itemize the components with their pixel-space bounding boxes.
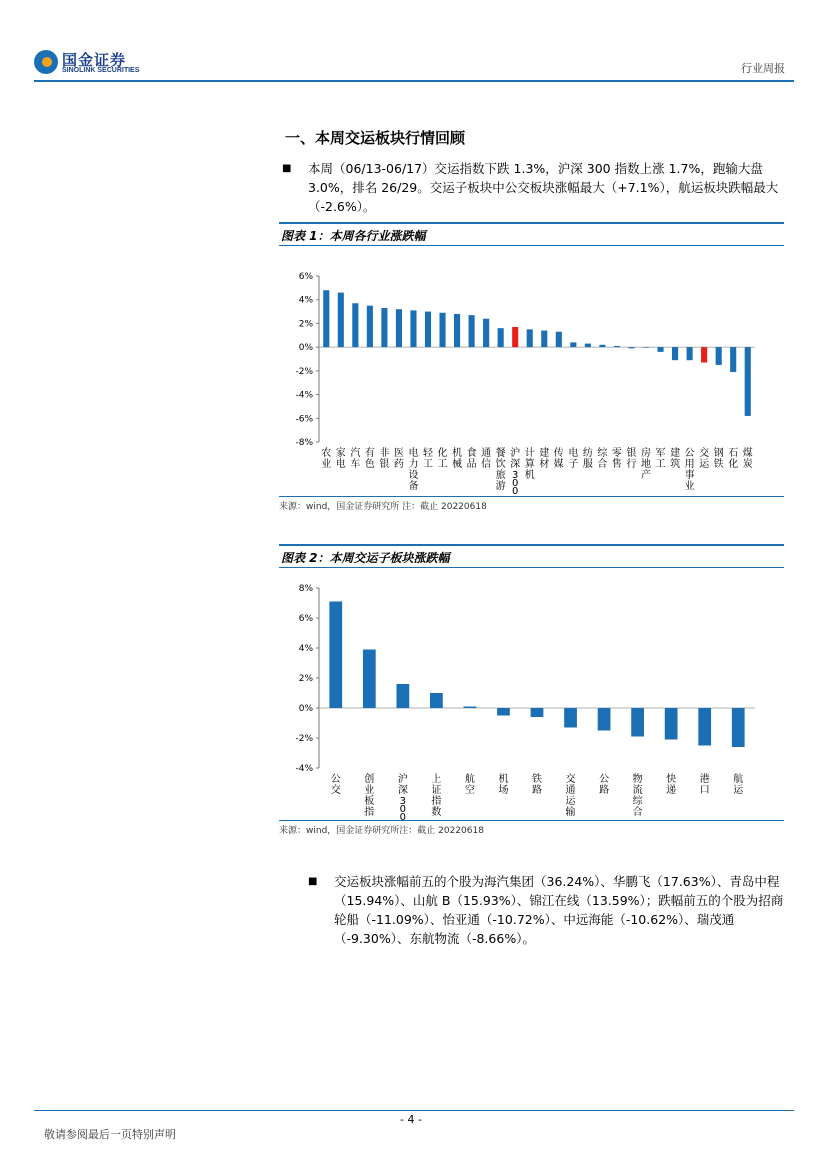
y-tick-label: 2% bbox=[298, 674, 313, 684]
x-tick-label: 航空 bbox=[464, 774, 475, 796]
bar bbox=[396, 309, 402, 347]
x-tick-label: 港口 bbox=[699, 774, 710, 796]
figure1-title: 图表 1：本周各行业涨跌幅 bbox=[279, 222, 784, 246]
bar bbox=[338, 293, 344, 348]
bar bbox=[585, 344, 591, 348]
y-tick-label: 2% bbox=[298, 319, 313, 330]
x-tick-label: 农业 bbox=[321, 448, 332, 470]
bar bbox=[439, 313, 445, 347]
bar bbox=[732, 708, 745, 747]
bar bbox=[323, 290, 329, 347]
bar bbox=[541, 331, 547, 348]
bar bbox=[698, 708, 711, 746]
x-tick-label: 沪深 3 0 0 bbox=[397, 774, 408, 820]
x-tick-label: 公路 bbox=[599, 774, 610, 796]
y-tick-label: 0% bbox=[298, 343, 313, 354]
bar bbox=[614, 346, 620, 347]
bar bbox=[512, 327, 518, 347]
x-tick-label: 汽车 bbox=[350, 448, 361, 470]
bar bbox=[687, 347, 693, 360]
x-tick-label: 食品 bbox=[466, 448, 477, 470]
bullet-square-icon: ■ bbox=[282, 163, 292, 174]
x-tick-label: 公用事业 bbox=[684, 448, 695, 492]
x-tick-label: 石化 bbox=[728, 448, 739, 470]
x-tick-label: 交通运输 bbox=[565, 774, 576, 818]
y-tick-label: -4% bbox=[295, 390, 313, 401]
x-tick-label: 建筑 bbox=[670, 448, 681, 470]
x-tick-label: 家电 bbox=[335, 448, 346, 470]
y-tick-label: -6% bbox=[295, 414, 313, 425]
bar bbox=[464, 707, 477, 709]
page-number: - 4 - bbox=[400, 1113, 422, 1126]
bar bbox=[564, 708, 577, 728]
x-tick-label: 铁路 bbox=[532, 774, 542, 796]
x-tick-label: 餐饮旅游 bbox=[495, 448, 506, 492]
y-tick-label: 6% bbox=[298, 614, 313, 624]
x-tick-label: 交运 bbox=[699, 448, 710, 470]
bar bbox=[410, 310, 416, 347]
bar bbox=[556, 332, 562, 347]
bar bbox=[483, 319, 489, 347]
bar bbox=[352, 303, 358, 347]
bar bbox=[381, 308, 387, 347]
x-tick-label: 机场 bbox=[498, 774, 509, 796]
bar bbox=[631, 708, 644, 737]
company-logo-icon bbox=[34, 50, 58, 74]
x-tick-label: 钢铁 bbox=[713, 448, 724, 470]
x-tick-label: 医药 bbox=[393, 448, 404, 470]
figure1-source: 来源：wind，国金证券研究所 注：截止 20220618 bbox=[279, 496, 784, 512]
x-tick-label: 电子 bbox=[568, 448, 579, 470]
bar bbox=[531, 708, 544, 717]
bar bbox=[657, 347, 663, 352]
bar bbox=[628, 347, 634, 348]
x-tick-label: 快递 bbox=[666, 774, 677, 796]
footer-divider bbox=[34, 1110, 794, 1111]
bar bbox=[716, 347, 722, 365]
x-tick-label: 计算机 bbox=[524, 448, 535, 481]
y-tick-label: -2% bbox=[295, 734, 313, 744]
stocks-paragraph: 交运板块涨幅前五的个股为海汽集团（36.24%）、华鹏飞（17.63%）、青岛中程（15.94%）、山航 B（15.93%）、锦江在线（13.59%）；跌幅前五的个股为招商轮船（-11.09%）、怡亚通（-10.72%）、中远海能（-10.62%）、瑞茂通（-9.30%）、东航物流（-8.66%）。 bbox=[334, 874, 784, 946]
figure2-title: 图表 2：本周交运子板块涨跌幅 bbox=[279, 544, 784, 568]
bar bbox=[498, 328, 504, 347]
y-tick-label: 4% bbox=[298, 644, 313, 654]
x-tick-label: 轻工 bbox=[423, 448, 433, 470]
bullet-square-icon: ■ bbox=[308, 876, 318, 887]
bar bbox=[643, 347, 649, 348]
bar bbox=[672, 347, 678, 360]
bar bbox=[599, 345, 605, 347]
x-tick-label: 综合 bbox=[597, 448, 608, 470]
x-tick-label: 零售 bbox=[611, 448, 622, 470]
logo-text-cn: 国金证券 bbox=[62, 51, 127, 69]
bar bbox=[665, 708, 678, 740]
bar bbox=[329, 602, 342, 709]
x-tick-label: 煤炭 bbox=[742, 448, 753, 470]
bar bbox=[570, 342, 576, 347]
y-tick-label: -2% bbox=[295, 366, 313, 377]
x-tick-label: 建材 bbox=[539, 448, 550, 470]
bar bbox=[454, 314, 460, 347]
bar bbox=[497, 708, 510, 716]
bar bbox=[598, 708, 611, 731]
x-tick-label: 物流综合 bbox=[632, 774, 643, 818]
header-divider bbox=[34, 80, 794, 82]
logo-text-en: SINOLINK SECURITIES bbox=[62, 67, 140, 74]
bar bbox=[730, 347, 736, 372]
bar bbox=[745, 347, 751, 416]
x-tick-label: 公交 bbox=[330, 774, 341, 796]
x-tick-label: 航运 bbox=[733, 774, 744, 796]
y-tick-label: -8% bbox=[295, 438, 313, 448]
bar bbox=[527, 329, 533, 347]
x-tick-label: 创业板指 bbox=[364, 774, 375, 818]
y-tick-label: -4% bbox=[295, 764, 313, 774]
bar bbox=[367, 306, 373, 348]
x-tick-label: 化工 bbox=[437, 448, 448, 470]
bar bbox=[425, 312, 431, 348]
y-tick-label: 4% bbox=[298, 295, 313, 306]
x-tick-label: 房地产 bbox=[641, 448, 651, 481]
x-tick-label: 军工 bbox=[655, 448, 666, 470]
footer-disclaimer: 敬请参阅最后一页特别声明 bbox=[44, 1128, 176, 1141]
bar bbox=[430, 693, 443, 708]
chart-transport-subsector-returns bbox=[279, 576, 784, 820]
bar bbox=[396, 684, 409, 708]
x-tick-label: 传媒 bbox=[553, 448, 564, 470]
x-tick-label: 纺服 bbox=[582, 448, 593, 470]
section-title: 一、本周交运板块行情回顾 bbox=[285, 129, 466, 147]
x-tick-label: 银行 bbox=[626, 448, 637, 470]
x-tick-label: 电力设备 bbox=[408, 448, 419, 492]
x-tick-label: 上证指数 bbox=[431, 774, 442, 818]
chart-industry-returns bbox=[279, 262, 784, 498]
y-tick-label: 6% bbox=[298, 272, 313, 282]
report-type: 行业周报 bbox=[741, 62, 785, 75]
x-tick-label: 非银 bbox=[379, 448, 390, 470]
x-tick-label: 有色 bbox=[364, 448, 375, 470]
summary-paragraph: 本周（06/13-06/17）交运指数下跌 1.3%，沪深 300 指数上涨 1.7%，跑输大盘 3.0%，排名 26/29。交运子板块中公交板块涨幅最大（+7.1%），航运板块跌幅最大（-2.6%）。 bbox=[308, 161, 779, 214]
x-tick-label: 通信 bbox=[481, 448, 492, 470]
figure2-source: 来源：wind，国金证券研究所注：截止 20220618 bbox=[279, 820, 784, 836]
x-tick-label: 机械 bbox=[452, 448, 463, 470]
y-tick-label: 8% bbox=[298, 584, 313, 594]
bar bbox=[469, 315, 475, 347]
bar bbox=[701, 347, 707, 362]
bar bbox=[363, 650, 376, 709]
x-tick-label: 沪深 3 0 0 bbox=[510, 448, 521, 497]
y-tick-label: 0% bbox=[298, 704, 313, 714]
